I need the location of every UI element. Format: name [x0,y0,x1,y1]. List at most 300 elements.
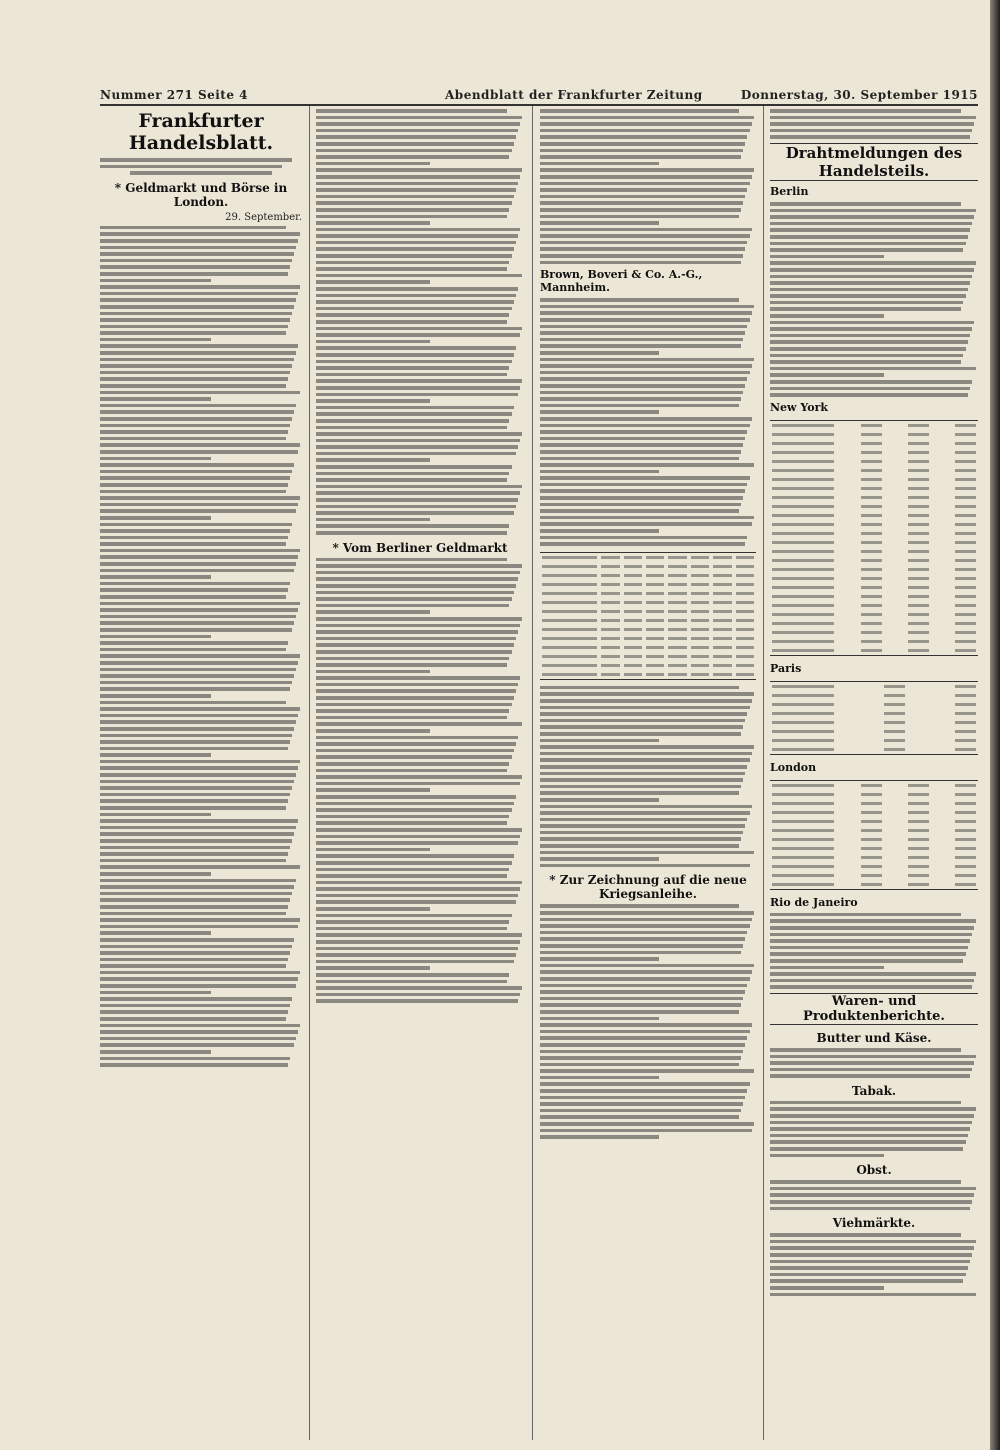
table-cell [955,838,976,841]
table-row [770,646,978,655]
table-cell [772,883,834,886]
table-cell [601,610,619,613]
table-cell [884,694,905,697]
text-line [316,432,522,436]
table-cell [601,673,619,676]
sub-heading: Butter und Käse. [816,1030,932,1045]
text-line [540,1010,739,1014]
table-cell [908,442,929,445]
text-line [770,1180,961,1184]
table-row [770,466,978,475]
text-line [540,864,750,868]
text-line [100,397,211,401]
text-line [100,839,292,843]
text-line [100,701,286,705]
text-line [316,736,518,740]
text-line [540,254,743,258]
text-line [316,439,520,443]
text-line [316,722,522,726]
text-line [316,168,522,172]
table-cell [691,673,709,676]
text-line [540,1096,745,1100]
text-line [770,933,972,937]
table-cell [691,628,709,631]
text-line [540,116,754,120]
table-row [540,670,756,679]
text-line [770,373,884,377]
table-cell [861,820,882,823]
text-line [316,346,516,350]
text-line [100,536,288,540]
text-line [100,542,286,546]
table-cell [861,496,882,499]
text-line [316,802,514,806]
table-cell [861,811,882,814]
table-cell [908,424,929,427]
text-line [100,958,288,962]
table-cell [668,655,686,658]
text-line [540,785,741,789]
text-line [770,222,972,226]
text-line [100,602,300,606]
text-line [540,964,754,968]
article-body [100,226,302,1067]
table-cell [772,568,834,571]
table-cell [691,637,709,640]
table-cell [736,646,754,649]
table-row [770,853,978,862]
table-cell [908,478,929,481]
text-line [100,608,298,612]
table-cell [668,583,686,586]
text-line [100,1057,290,1061]
table-cell [861,856,882,859]
table-row [770,790,978,799]
text-line [100,476,290,480]
text-line [540,851,754,855]
text-line [100,819,298,823]
text-line [100,232,300,236]
text-line [100,832,294,836]
text-line [316,947,518,951]
table-cell [772,433,834,436]
text-line [540,719,745,723]
text-line [540,752,752,756]
text-line [540,1069,754,1073]
text-line [316,650,512,654]
text-line [770,1121,972,1125]
article-body [540,109,756,264]
text-line [100,318,290,322]
text-line [316,142,514,146]
text-line [316,808,512,812]
text-line [100,859,286,863]
dateline-city: Berlin [770,184,809,198]
text-line [100,529,290,533]
text-line [540,331,745,335]
table-cell [601,565,619,568]
article-body [540,904,756,1138]
text-line [770,1101,961,1105]
market-heading: Paris [770,661,802,675]
text-line [100,753,211,757]
table-cell [736,664,754,667]
text-line [540,529,659,533]
table-cell [646,574,664,577]
text-line [770,1140,966,1144]
text-line [316,445,518,449]
table-cell [624,574,642,577]
table-cell [668,592,686,595]
text-line [540,437,745,441]
text-block [100,158,302,175]
text-line [100,424,290,428]
table-cell [542,565,597,568]
text-line [540,496,743,500]
table-row [770,709,978,718]
table-row [540,598,756,607]
table-cell [713,556,731,559]
text-line [100,615,296,619]
table-cell [772,721,834,724]
text-line [316,709,509,713]
table-cell [772,442,834,445]
text-line [540,443,743,447]
table-cell [772,649,834,652]
text-line [540,837,741,841]
table-cell [646,601,664,604]
table-cell [736,610,754,613]
table-cell [861,604,882,607]
sub-heading: Tabak. [851,1083,897,1098]
table-cell [908,487,929,490]
table-cell [772,730,834,733]
text-line [100,668,296,672]
text-line [316,531,507,535]
table-cell [861,793,882,796]
text-line [540,1023,752,1027]
table-cell [908,586,929,589]
table-cell [624,664,642,667]
table-cell [713,601,731,604]
text-line [100,1010,288,1014]
text-line [770,1134,968,1138]
text-line [316,828,522,832]
text-line [316,116,522,120]
table-cell [713,655,731,658]
text-line [770,1266,968,1270]
text-line [316,333,520,337]
table-cell [861,865,882,868]
text-line [100,437,286,441]
text-line [316,676,520,680]
text-line [316,518,430,522]
table-cell [955,847,976,850]
text-line [316,505,516,509]
quotes-table [770,420,978,656]
text-line [100,905,288,909]
table-cell [908,496,929,499]
text-line [100,977,298,981]
table-row [770,637,978,646]
table-cell [646,592,664,595]
text-line [316,953,516,957]
table-cell [955,469,976,472]
text-line [316,294,516,298]
article-heading: * Vom Berliner Geldmarkt [332,540,508,555]
table-row [770,682,978,691]
text-line [540,371,750,375]
article-body [770,1180,978,1210]
table-cell [772,784,834,787]
table-cell [861,829,882,832]
text-line [540,957,659,961]
text-line [316,452,516,456]
text-line [316,287,518,291]
text-line [100,298,296,302]
table-cell [624,610,642,613]
table-cell [772,478,834,481]
table-cell [908,541,929,544]
text-line [100,997,292,1001]
text-line [316,511,514,515]
table-cell [955,685,976,688]
table-cell [646,637,664,640]
table-row [770,871,978,880]
text-line [770,1055,976,1059]
table-cell [691,601,709,604]
text-line [316,465,512,469]
column-rule [532,106,533,1440]
column-rule [763,106,764,1440]
text-line [540,805,752,809]
text-line [100,410,294,414]
masthead [100,88,978,106]
text-line [540,305,754,309]
text-line [316,208,509,212]
table-cell [861,802,882,805]
table-cell [908,856,929,859]
text-line [316,630,518,634]
text-line [770,393,968,397]
table-row [770,583,978,592]
table-cell [861,478,882,481]
table-cell [955,550,976,553]
text-line [100,1030,298,1034]
table-cell [955,478,976,481]
table-cell [646,673,664,676]
text-line [100,351,296,355]
text-line [316,933,522,937]
text-line [100,681,292,685]
table-cell [861,847,882,850]
column-4 [770,106,978,1440]
table-cell [713,646,731,649]
table-cell [668,628,686,631]
table-cell [646,664,664,667]
table-cell [668,610,686,613]
text-line [100,1004,290,1008]
text-line [316,261,509,265]
table-cell [646,556,664,559]
table-cell [691,655,709,658]
table-cell [772,622,834,625]
table-cell [542,556,597,559]
table-row [770,844,978,853]
table-cell [624,601,642,604]
text-line [770,1107,976,1111]
text-line [316,782,520,786]
table-cell [908,577,929,580]
table-cell [861,577,882,580]
table-cell [772,469,834,472]
table-cell [772,820,834,823]
text-line [100,1017,286,1021]
text-line [540,772,745,776]
text-line [316,881,522,885]
text-line [100,714,298,718]
table-cell [713,664,731,667]
table-cell [772,838,834,841]
issue-date: Donnerstag, 30. September 1915 [740,88,978,102]
text-line [770,959,963,963]
table-cell [908,550,929,553]
text-line [316,524,509,528]
text-line [770,380,972,384]
table-cell [861,541,882,544]
table-row [770,610,978,619]
text-line [770,135,970,139]
table-row [540,580,756,589]
text-line [100,562,296,566]
text-line [316,604,509,608]
text-line [316,597,512,601]
table-cell [624,565,642,568]
table-cell [601,619,619,622]
text-line [100,463,294,467]
text-line [540,182,750,186]
text-line [316,327,522,331]
table-cell [736,583,754,586]
table-row [770,835,978,844]
text-line [100,918,300,922]
table-row [770,781,978,790]
text-line [316,393,518,397]
text-line [316,716,507,720]
text-line [316,247,514,251]
table-cell [861,514,882,517]
text-line [100,707,300,711]
text-line [100,740,290,744]
table-cell [713,610,731,613]
text-line [316,584,516,588]
table-cell [861,532,882,535]
text-line [540,234,750,238]
table-cell [624,646,642,649]
text-line [316,689,516,693]
text-line [316,135,516,139]
text-line [316,175,520,179]
text-line [100,490,286,494]
table-cell [772,604,834,607]
text-line [100,654,300,658]
table-cell [601,583,619,586]
text-line [770,1260,970,1264]
table-cell [908,649,929,652]
table-row [770,547,978,556]
table-cell [736,655,754,658]
table-row [770,862,978,871]
text-line [540,931,747,935]
table-row [770,475,978,484]
text-line [100,226,286,230]
text-line [540,215,739,219]
text-line [540,241,747,245]
text-line [100,635,211,639]
table-cell [861,523,882,526]
table-cell [736,592,754,595]
text-line [770,294,966,298]
table-cell [772,451,834,454]
text-line [100,641,288,645]
table-row [770,880,978,889]
text-line [100,285,300,289]
table-cell [668,556,686,559]
text-line [100,1050,211,1054]
text-line [540,1129,752,1133]
text-line [100,951,290,955]
table-cell [624,673,642,676]
text-line [316,122,520,126]
table-cell [861,784,882,787]
table-row [770,430,978,439]
table-cell [713,565,731,568]
article-body [770,1048,978,1078]
text-line [316,426,507,430]
text-line [540,509,739,513]
text-line [100,760,300,764]
table-cell [908,523,929,526]
table-row [540,652,756,661]
text-line [100,588,288,592]
text-line [316,577,518,581]
text-line [316,498,518,502]
table-cell [772,703,834,706]
text-line [770,116,976,120]
table-row [770,736,978,745]
table-row [770,574,978,583]
table-cell [861,586,882,589]
table-row [770,700,978,709]
table-cell [624,619,642,622]
text-line [316,188,516,192]
text-line [100,384,286,388]
text-line [100,734,292,738]
table-cell [646,655,664,658]
table-cell [955,739,976,742]
text-line [770,301,963,305]
table-cell [908,811,929,814]
text-line [540,149,743,153]
table-cell [908,505,929,508]
table-cell [861,838,882,841]
text-line [540,1063,739,1067]
column-rule [309,106,310,1440]
text-line [770,1246,974,1250]
table-cell [908,532,929,535]
text-line [100,305,294,309]
section-title: Frankfurter Handelsblatt. [128,110,274,154]
